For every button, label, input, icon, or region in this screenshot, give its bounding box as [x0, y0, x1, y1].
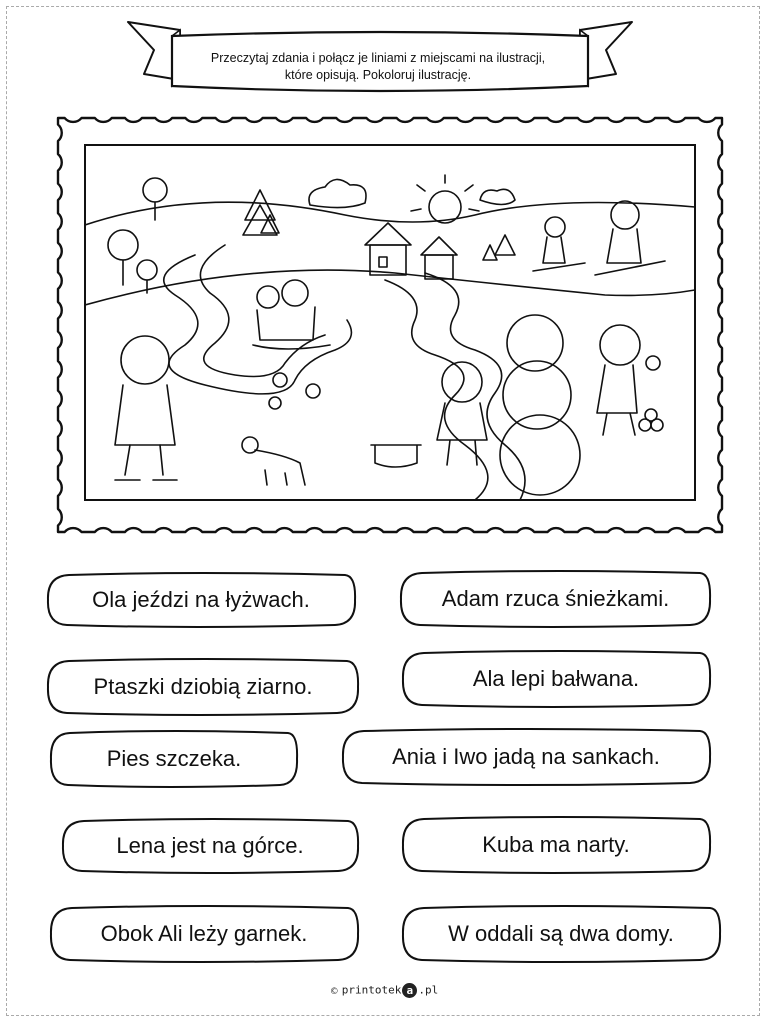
- sentence-bubble[interactable]: [400, 650, 712, 708]
- hill-line: [85, 202, 695, 225]
- pot: [371, 445, 421, 467]
- dog: [242, 437, 305, 485]
- sentence-text: Ola jeździ na łyżwach.: [92, 587, 310, 612]
- instruction-line-1: Przeczytaj zdania i połącz je liniami z miejscami na ilustracji,: [210, 51, 546, 65]
- sentence-bubble[interactable]: [45, 572, 357, 628]
- sentence-text: Pies szczeka.: [106, 746, 242, 771]
- sentence-text: Ptaszki dziobią ziarno.: [93, 674, 313, 699]
- tree-group: [108, 178, 515, 293]
- instruction-text: [178, 50, 578, 84]
- sky-group: [309, 175, 515, 223]
- sentence-bubble[interactable]: [400, 816, 712, 874]
- sentence-text: Ala lepi bałwana.: [472, 666, 640, 691]
- birds: [269, 373, 320, 409]
- path: [425, 273, 525, 500]
- sentence-text: Ania i Iwo jadą na sankach.: [392, 744, 660, 769]
- instruction-line-2: które opisują. Pokoloruj ilustrację.: [284, 68, 472, 82]
- brand-suffix: .pl: [418, 983, 439, 997]
- brand-badge: a: [402, 983, 417, 998]
- winter-illustration: [85, 145, 695, 500]
- sentence-text: Kuba ma narty.: [482, 832, 630, 857]
- copyright-symbol: ©: [329, 986, 339, 997]
- sentence-bubble[interactable]: [48, 905, 360, 963]
- sentence-bubble[interactable]: [400, 905, 722, 963]
- sled-path: [200, 245, 325, 377]
- snowman: [500, 315, 580, 495]
- sentence-text: Adam rzuca śnieżkami.: [441, 586, 670, 611]
- footer-brand: [0, 983, 768, 998]
- sentence-text: W oddali są dwa domy.: [448, 921, 674, 946]
- house-group: [365, 223, 457, 279]
- skiers: [533, 201, 665, 275]
- sentence-bubble[interactable]: [45, 658, 361, 716]
- snowball-boy: [597, 325, 663, 435]
- sentence-bubble[interactable]: [340, 728, 712, 786]
- sentence-text: Obok Ali leży garnek.: [100, 921, 308, 946]
- sentence-bubble[interactable]: [48, 730, 300, 788]
- instruction-banner: [120, 8, 640, 108]
- sentence-bubble[interactable]: [398, 570, 713, 628]
- sledding-kids: [253, 280, 330, 349]
- sentence-text: Lena jest na górce.: [116, 833, 304, 858]
- sentence-bubble[interactable]: [60, 818, 360, 874]
- brand-prefix: printotek: [341, 983, 402, 997]
- skating-girl: [115, 336, 177, 480]
- sled-path: [164, 255, 352, 394]
